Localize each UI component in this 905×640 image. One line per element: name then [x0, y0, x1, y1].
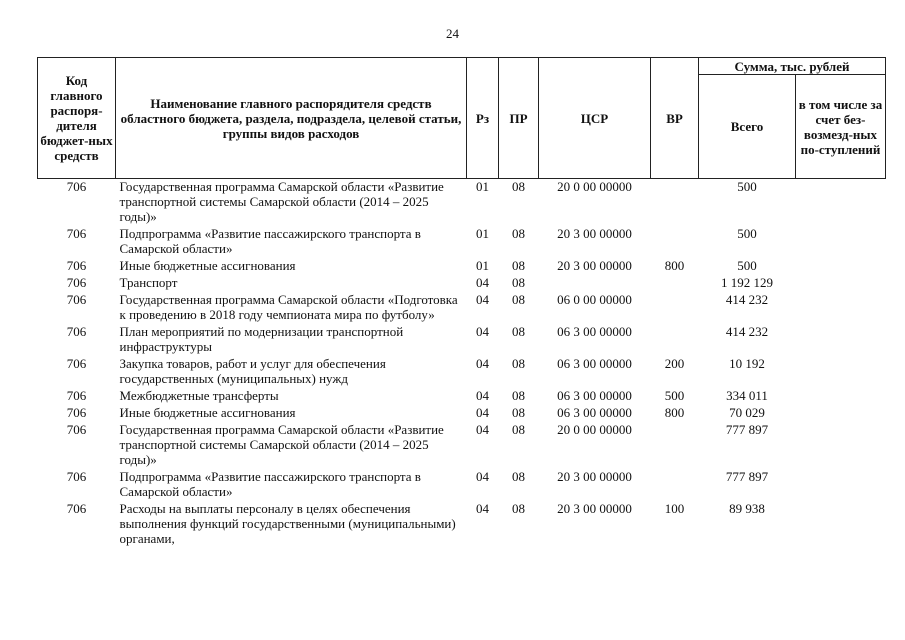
cell-csr: 20 0 00 00000	[557, 422, 632, 437]
cell-total: 10 192	[729, 356, 765, 371]
cell-pr: 08	[512, 422, 525, 437]
header-free: в том числе за счет без-возмезд-ных по-ступлений	[796, 75, 886, 179]
cell-vr	[651, 179, 699, 227]
cell-name: Иные бюджетные ассигнования	[119, 405, 296, 420]
cell-vr	[651, 422, 699, 469]
cell-pr: 08	[512, 292, 525, 307]
cell-name: Подпрограмма «Развитие пассажирского транспорта в Самарской области»	[119, 226, 421, 256]
cell-code: 706	[66, 258, 87, 273]
cell-pr: 08	[512, 179, 525, 194]
cell-free	[796, 356, 886, 388]
cell-pr: 08	[512, 324, 525, 339]
header-name: Наименование главного распорядителя средств областного бюджета, раздела, подраздела, целевой статьи, группы видов расходов	[116, 58, 467, 179]
header-vr: ВР	[651, 58, 699, 179]
cell-rz: 04	[476, 422, 489, 437]
cell-rz: 01	[476, 179, 489, 194]
cell-vr	[651, 226, 699, 258]
cell-rz: 04	[476, 324, 489, 339]
table-row	[38, 356, 886, 388]
budget-table	[37, 57, 886, 548]
cell-pr: 08	[512, 469, 525, 484]
cell-free	[796, 226, 886, 258]
cell-rz: 04	[476, 275, 489, 290]
cell-free	[796, 501, 886, 548]
cell-csr: 20 0 00 00000	[557, 179, 632, 194]
table-row	[38, 226, 886, 258]
cell-pr: 08	[512, 258, 525, 273]
table-row	[38, 422, 886, 469]
cell-total: 500	[737, 226, 757, 241]
table-row	[38, 388, 886, 405]
cell-name: Государственная программа Самарской области «Подготовка к проведению в 2018 году чемпионата мира по футболу»	[119, 292, 458, 322]
cell-rz: 04	[476, 388, 489, 403]
table-row	[38, 258, 886, 275]
cell-code: 706	[66, 501, 87, 516]
cell-free	[796, 258, 886, 275]
cell-code: 706	[66, 469, 87, 484]
cell-name: Подпрограмма «Развитие пассажирского транспорта в Самарской области»	[119, 469, 421, 499]
table-row	[38, 292, 886, 324]
cell-rz: 04	[476, 501, 489, 516]
cell-free	[796, 275, 886, 292]
page-number: 24	[446, 26, 459, 41]
cell-rz: 01	[476, 226, 489, 241]
cell-csr: 20 3 00 00000	[557, 501, 632, 516]
cell-csr	[539, 275, 651, 292]
cell-total: 70 029	[729, 405, 765, 420]
cell-vr: 100	[664, 501, 685, 516]
table-body	[38, 179, 886, 549]
cell-name: Иные бюджетные ассигнования	[119, 258, 296, 273]
cell-vr	[651, 469, 699, 501]
cell-pr: 08	[512, 275, 525, 290]
cell-code: 706	[66, 324, 87, 339]
cell-csr: 06 3 00 00000	[557, 388, 632, 403]
cell-code: 706	[66, 422, 87, 437]
cell-free	[796, 292, 886, 324]
cell-name: Транспорт	[119, 275, 178, 290]
header-pr: ПР	[499, 58, 539, 179]
cell-rz: 04	[476, 405, 489, 420]
cell-vr	[651, 324, 699, 356]
cell-csr: 20 3 00 00000	[557, 258, 632, 273]
cell-name: План мероприятий по модернизации транспортной инфраструктуры	[119, 324, 404, 354]
cell-vr: 800	[664, 405, 685, 420]
table-row	[38, 275, 886, 292]
cell-rz: 01	[476, 258, 489, 273]
header-csr: ЦСР	[539, 58, 651, 179]
header-sum: Сумма, тыс. рублей	[699, 58, 886, 75]
cell-vr: 200	[664, 356, 685, 371]
cell-vr	[651, 275, 699, 292]
cell-free	[796, 179, 886, 227]
cell-rz: 04	[476, 292, 489, 307]
cell-name: Государственная программа Самарской области «Развитие транспортной системы Самарской области (2014 – 2025 годы)»	[119, 179, 444, 224]
cell-csr: 06 0 00 00000	[557, 292, 632, 307]
cell-total: 500	[737, 258, 757, 273]
table-row	[38, 405, 886, 422]
table-row	[38, 469, 886, 501]
cell-code: 706	[66, 405, 87, 420]
cell-pr: 08	[512, 405, 525, 420]
cell-csr: 06 3 00 00000	[557, 324, 632, 339]
cell-total: 414 232	[725, 292, 769, 307]
cell-pr: 08	[512, 501, 525, 516]
cell-vr: 800	[664, 258, 685, 273]
cell-total: 89 938	[729, 501, 765, 516]
cell-free	[796, 422, 886, 469]
cell-code: 706	[66, 356, 87, 371]
cell-name: Расходы на выплаты персоналу в целях обеспечения выполнения функций государственными (муниципальными) органами,	[119, 501, 456, 546]
cell-name: Закупка товаров, работ и услуг для обеспечения государственных (муниципальных) нужд	[119, 356, 386, 386]
cell-total: 500	[737, 179, 757, 194]
cell-rz: 04	[476, 356, 489, 371]
cell-free	[796, 388, 886, 405]
table-row	[38, 324, 886, 356]
cell-csr: 20 3 00 00000	[557, 469, 632, 484]
cell-free	[796, 405, 886, 422]
cell-total: 1 192 129	[721, 275, 773, 290]
cell-code: 706	[66, 226, 87, 241]
cell-vr	[651, 292, 699, 324]
cell-free	[796, 324, 886, 356]
cell-total: 777 897	[725, 422, 769, 437]
cell-code: 706	[66, 179, 87, 194]
header-rz: Рз	[467, 58, 499, 179]
table-row	[38, 179, 886, 227]
cell-vr: 500	[664, 388, 685, 403]
cell-csr: 20 3 00 00000	[557, 226, 632, 241]
cell-pr: 08	[512, 226, 525, 241]
cell-total: 414 232	[725, 324, 769, 339]
table-row	[38, 501, 886, 548]
cell-name: Государственная программа Самарской области «Развитие транспортной системы Самарской области (2014 – 2025 годы)»	[119, 422, 444, 467]
cell-rz: 04	[476, 469, 489, 484]
cell-total: 777 897	[725, 469, 769, 484]
cell-code: 706	[66, 388, 87, 403]
cell-code: 706	[66, 275, 87, 290]
cell-pr: 08	[512, 388, 525, 403]
cell-csr: 06 3 00 00000	[557, 356, 632, 371]
cell-total: 334 011	[726, 388, 768, 403]
cell-free	[796, 469, 886, 501]
table-header	[38, 58, 886, 179]
cell-pr: 08	[512, 356, 525, 371]
cell-code: 706	[66, 292, 87, 307]
header-total: Всего	[699, 75, 796, 179]
header-code: Код главного распоря-дителя бюджет-ных средств	[38, 58, 116, 179]
cell-csr: 06 3 00 00000	[557, 405, 632, 420]
cell-name: Межбюджетные трансферты	[119, 388, 279, 403]
